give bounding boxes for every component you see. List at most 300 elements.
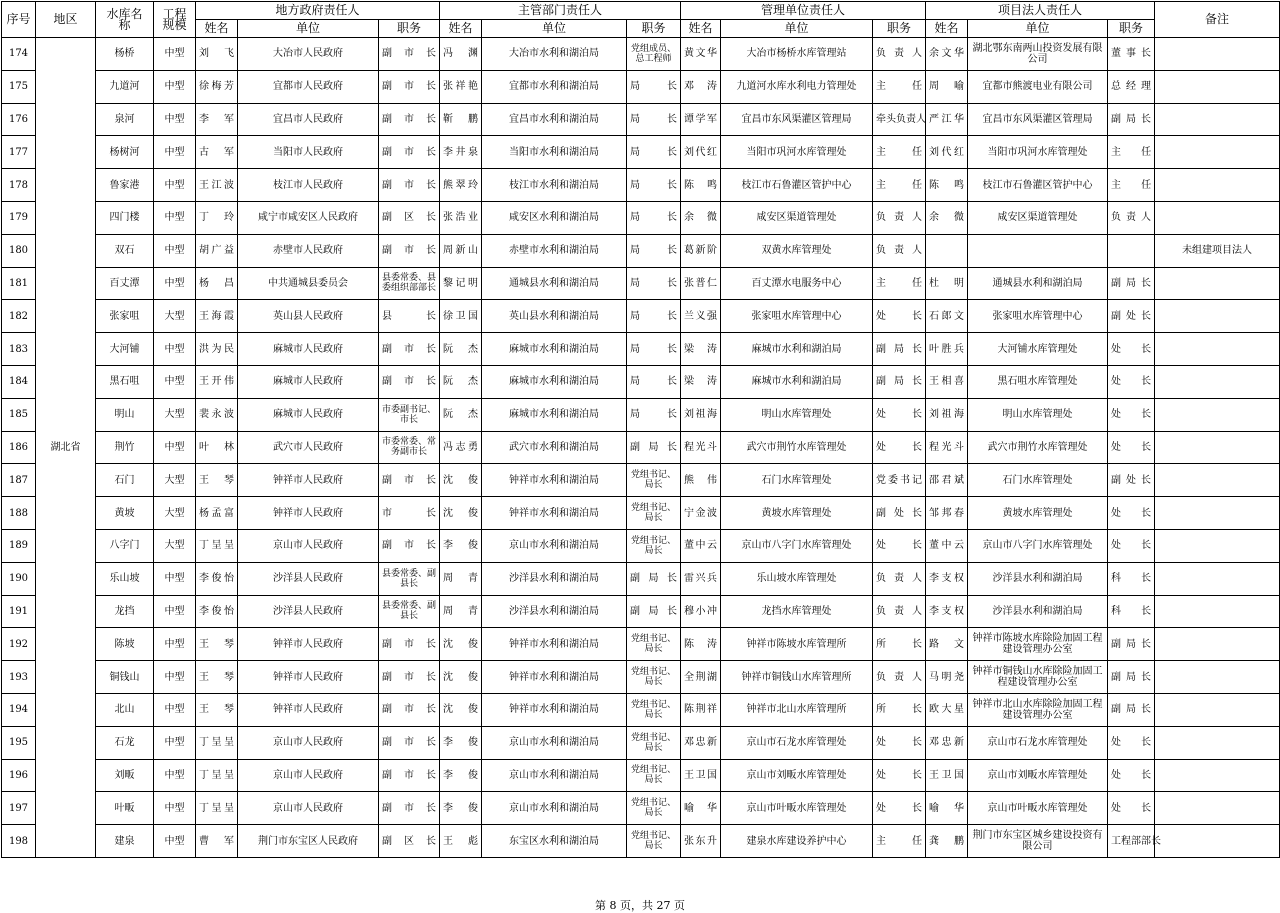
cell-scale: 中型 <box>154 825 196 858</box>
cell-legal-name <box>926 333 968 366</box>
cell-gov-position <box>379 333 440 366</box>
cell-scale: 中型 <box>154 267 196 300</box>
cell-legal-position-text: 处 长 <box>1111 540 1152 552</box>
cell-gov-position <box>379 759 440 792</box>
cell-mgmt-name-text: 陈 涛 <box>684 638 718 650</box>
table-row <box>2 497 1280 530</box>
page-footer: 第 8 页，共 27 页 <box>595 899 685 912</box>
cell-dept-name-text: 阮 杰 <box>443 343 479 355</box>
header-region: 地区 <box>36 2 96 38</box>
cell-dept-name <box>440 529 482 562</box>
cell-mgmt-unit: 钟祥市铜钱山水库管理所 <box>721 661 873 694</box>
cell-dept-name-text: 冯 志 勇 <box>443 441 479 453</box>
cell-dept-name <box>440 365 482 398</box>
cell-mgmt-position-text: 负 责 人 <box>876 671 923 683</box>
cell-dept-name-text: 沈 俊 <box>443 474 479 486</box>
cell-gov-position-text: 副 市 长 <box>382 376 436 388</box>
cell-dept-name <box>440 661 482 694</box>
cell-dept-position-text: 局 长 <box>630 146 678 158</box>
header-legal: 项目法人责任人 <box>926 2 1155 20</box>
cell-remark <box>1155 169 1280 202</box>
cell-gov-position-text: 副 市 长 <box>382 638 436 650</box>
cell-legal-name-text: 路 文 <box>929 638 965 650</box>
cell-mgmt-position <box>873 300 926 333</box>
cell-legal-unit: 京山市叶畈水库管理处 <box>968 792 1108 825</box>
cell-mgmt-position <box>873 201 926 234</box>
cell-mgmt-name-text: 邓 忠 新 <box>684 737 718 749</box>
cell-legal-position-text: 处 长 <box>1111 343 1152 355</box>
cell-legal-position-text: 处 长 <box>1111 737 1152 749</box>
cell-remark <box>1155 693 1280 726</box>
cell-scale: 大型 <box>154 464 196 497</box>
cell-dept-name <box>440 628 482 661</box>
cell-legal-position-text: 副 局 长 <box>1111 113 1152 125</box>
cell-legal-position <box>1108 825 1162 858</box>
cell-mgmt-name-text: 梁 涛 <box>684 376 718 388</box>
cell-scale: 大型 <box>154 529 196 562</box>
cell-legal-name <box>926 464 968 497</box>
cell-legal-unit: 通城县水利和湖泊局 <box>968 267 1108 300</box>
cell-mgmt-name-text: 梁 涛 <box>684 343 718 355</box>
cell-legal-unit: 张家咀水库管理中心 <box>968 300 1108 333</box>
cell-dept-name-text: 徐 卫 国 <box>443 310 479 322</box>
cell-scale: 大型 <box>154 300 196 333</box>
cell-gov-unit: 京山市人民政府 <box>238 759 379 792</box>
cell-dept-unit: 赤壁市水利和湖泊局 <box>482 234 627 267</box>
cell-legal-unit: 荆门市东宝区城乡建设投资有限公司 <box>968 825 1108 858</box>
subheader-name: 姓名 <box>926 20 968 38</box>
cell-gov-name <box>196 825 238 858</box>
cell-gov-name-text: 李 俊 怡 <box>199 573 234 585</box>
cell-mgmt-name-text: 宁 金 波 <box>684 507 718 519</box>
cell-gov-position <box>379 693 440 726</box>
cell-gov-name-text: 曹 军 <box>199 835 234 847</box>
cell-mgmt-position-text: 处 长 <box>876 441 923 453</box>
cell-gov-name-text: 王 琴 <box>199 474 234 486</box>
cell-mgmt-name <box>681 595 721 628</box>
cell-legal-unit: 京山市八字门水库管理处 <box>968 529 1108 562</box>
header-scale: 工程规模 <box>154 2 196 38</box>
cell-legal-name <box>926 792 968 825</box>
cell-legal-unit: 京山市刘畈水库管理处 <box>968 759 1108 792</box>
cell-seq: 187 <box>2 464 36 497</box>
cell-mgmt-name <box>681 103 721 136</box>
cell-mgmt-name <box>681 529 721 562</box>
cell-scale: 中型 <box>154 234 196 267</box>
cell-mgmt-position <box>873 595 926 628</box>
cell-seq: 184 <box>2 365 36 398</box>
cell-legal-position <box>1108 267 1155 300</box>
cell-mgmt-unit: 龙挡水库管理处 <box>721 595 873 628</box>
cell-legal-unit: 明山水库管理处 <box>968 398 1108 431</box>
cell-dept-name-text: 张 祥 艳 <box>443 81 479 93</box>
table-row <box>2 693 1280 726</box>
table-row <box>2 759 1280 792</box>
cell-gov-name-text: 丁 呈 呈 <box>199 769 234 781</box>
cell-gov-unit: 大冶市人民政府 <box>238 38 379 71</box>
table-row <box>2 464 1280 497</box>
cell-seq: 186 <box>2 431 36 464</box>
table-row <box>2 267 1280 300</box>
cell-mgmt-position-text: 处 长 <box>876 409 923 421</box>
cell-remark <box>1155 726 1280 759</box>
cell-gov-name-text: 徐 梅 芳 <box>199 81 234 93</box>
cell-mgmt-position-text: 处 长 <box>876 737 923 749</box>
cell-seq: 175 <box>2 70 36 103</box>
cell-dept-unit: 宜都市水利和湖泊局 <box>482 70 627 103</box>
cell-gov-position: 市委副书记、市长 <box>379 398 440 431</box>
table-body <box>2 38 1280 858</box>
cell-mgmt-name <box>681 267 721 300</box>
cell-dept-name <box>440 726 482 759</box>
cell-dept-unit: 通城县水利和湖泊局 <box>482 267 627 300</box>
cell-dept-unit: 枝江市水利和湖泊局 <box>482 169 627 202</box>
cell-legal-unit: 枝江市石鲁灌区管护中心 <box>968 169 1108 202</box>
table-row <box>2 333 1280 366</box>
cell-gov-name-text: 胡 广 益 <box>199 245 234 257</box>
header-mgmt: 管理单位责任人 <box>681 2 926 20</box>
cell-mgmt-unit: 钟祥市北山水库管理所 <box>721 693 873 726</box>
cell-legal-name <box>926 759 968 792</box>
cell-mgmt-name <box>681 661 721 694</box>
cell-legal-name-text: 马 明 尧 <box>929 671 965 683</box>
cell-dept-position-text: 局 长 <box>630 212 678 224</box>
cell-dept-unit: 麻城市水利和湖泊局 <box>482 398 627 431</box>
cell-dept-unit: 英山县水利和湖泊局 <box>482 300 627 333</box>
table-row <box>2 38 1280 71</box>
cell-mgmt-unit: 建泉水库建设养护中心 <box>721 825 873 858</box>
cell-dept-name <box>440 759 482 792</box>
cell-dept-unit: 当阳市水利和湖泊局 <box>482 136 627 169</box>
cell-legal-name <box>926 693 968 726</box>
header-gov: 地方政府责任人 <box>196 2 440 20</box>
cell-gov-position: 县委常委、副县长 <box>379 595 440 628</box>
cell-seq: 189 <box>2 529 36 562</box>
cell-legal-name <box>926 136 968 169</box>
cell-legal-position <box>1108 693 1155 726</box>
cell-dept-name <box>440 398 482 431</box>
cell-legal-name <box>926 234 968 267</box>
cell-remark <box>1155 38 1280 71</box>
cell-dept-unit: 大冶市水利和湖泊局 <box>482 38 627 71</box>
cell-seq: 180 <box>2 234 36 267</box>
cell-reservoir: 百丈潭 <box>96 267 154 300</box>
cell-gov-name-text: 王 江 波 <box>199 179 234 191</box>
cell-dept-name <box>440 693 482 726</box>
cell-dept-name-text: 李 俊 <box>443 737 479 749</box>
cell-dept-position: 党组书记、局长 <box>627 497 681 530</box>
cell-reservoir: 铜钱山 <box>96 661 154 694</box>
cell-legal-unit: 宜都市熊渡电业有限公司 <box>968 70 1108 103</box>
cell-gov-name <box>196 267 238 300</box>
cell-scale: 中型 <box>154 38 196 71</box>
cell-reservoir: 龙挡 <box>96 595 154 628</box>
cell-gov-unit: 沙洋县人民政府 <box>238 562 379 595</box>
cell-mgmt-position <box>873 38 926 71</box>
cell-dept-name-text: 周 青 <box>443 605 479 617</box>
cell-gov-unit: 麻城市人民政府 <box>238 365 379 398</box>
cell-mgmt-position <box>873 267 926 300</box>
cell-mgmt-position-text: 负 责 人 <box>876 48 923 60</box>
cell-legal-position-text: 董 事 长 <box>1111 48 1152 60</box>
subheader-name: 姓名 <box>440 20 482 38</box>
cell-mgmt-name <box>681 398 721 431</box>
cell-legal-name <box>926 267 968 300</box>
cell-dept-name <box>440 825 482 858</box>
cell-gov-position-text: 副 市 长 <box>382 245 436 257</box>
cell-mgmt-position-text: 主 任 <box>876 179 923 191</box>
cell-reservoir: 泉河 <box>96 103 154 136</box>
cell-mgmt-position <box>873 792 926 825</box>
cell-mgmt-name <box>681 726 721 759</box>
cell-legal-name <box>926 825 968 858</box>
cell-dept-name <box>440 169 482 202</box>
cell-gov-name <box>196 365 238 398</box>
cell-reservoir: 叶畈 <box>96 792 154 825</box>
cell-scale: 中型 <box>154 661 196 694</box>
cell-gov-position-text: 副 市 长 <box>382 802 436 814</box>
cell-dept-position-text: 局 长 <box>630 179 678 191</box>
cell-dept-name <box>440 497 482 530</box>
cell-dept-name <box>440 464 482 497</box>
cell-dept-position <box>627 201 681 234</box>
cell-dept-position <box>627 300 681 333</box>
cell-legal-position <box>1108 661 1155 694</box>
table-row <box>2 431 1280 464</box>
subheader-position: 职务 <box>873 20 926 38</box>
cell-mgmt-position-text: 主 任 <box>876 146 923 158</box>
cell-gov-name <box>196 103 238 136</box>
cell-legal-unit: 当阳市巩河水库管理处 <box>968 136 1108 169</box>
cell-dept-name-text: 周 新 山 <box>443 245 479 257</box>
cell-mgmt-name-text: 董 中 云 <box>684 540 718 552</box>
table-row <box>2 398 1280 431</box>
cell-mgmt-unit: 双黄水库管理处 <box>721 234 873 267</box>
cell-gov-position <box>379 70 440 103</box>
cell-mgmt-position-text: 副 局 长 <box>876 376 923 388</box>
cell-scale: 中型 <box>154 201 196 234</box>
cell-seq: 197 <box>2 792 36 825</box>
subheader-name: 姓名 <box>681 20 721 38</box>
cell-mgmt-position-text: 处 长 <box>876 802 923 814</box>
cell-gov-name <box>196 431 238 464</box>
table-row <box>2 595 1280 628</box>
cell-legal-unit: 石门水库管理处 <box>968 464 1108 497</box>
cell-mgmt-position <box>873 398 926 431</box>
cell-legal-position <box>1108 562 1155 595</box>
cell-mgmt-position <box>873 693 926 726</box>
cell-dept-position: 党组书记、局长 <box>627 464 681 497</box>
cell-mgmt-name-text: 喻 华 <box>684 802 718 814</box>
cell-legal-name-text: 石 郎 文 <box>929 310 965 322</box>
cell-dept-position <box>627 595 681 628</box>
cell-scale: 中型 <box>154 103 196 136</box>
cell-mgmt-position-text: 负 责 人 <box>876 245 923 257</box>
cell-gov-name <box>196 595 238 628</box>
cell-legal-unit: 武穴市荆竹水库管理处 <box>968 431 1108 464</box>
cell-legal-unit: 钟祥市铜钱山水库除险加固工程建设管理办公室 <box>968 661 1108 694</box>
cell-gov-position-text: 副 市 长 <box>382 474 436 486</box>
cell-mgmt-position-text: 负 责 人 <box>876 212 923 224</box>
cell-dept-position <box>627 267 681 300</box>
cell-gov-position <box>379 825 440 858</box>
cell-dept-unit: 沙洋县水利和湖泊局 <box>482 562 627 595</box>
cell-gov-unit: 当阳市人民政府 <box>238 136 379 169</box>
cell-legal-name-text: 陈 鸣 <box>929 179 965 191</box>
cell-dept-name <box>440 562 482 595</box>
cell-legal-name <box>926 398 968 431</box>
cell-mgmt-unit: 京山市八字门水库管理处 <box>721 529 873 562</box>
cell-dept-name-text: 李 俊 <box>443 540 479 552</box>
cell-gov-position <box>379 497 440 530</box>
cell-dept-position-text: 局 长 <box>630 81 678 93</box>
cell-mgmt-position <box>873 365 926 398</box>
cell-gov-name <box>196 693 238 726</box>
cell-legal-name <box>926 661 968 694</box>
cell-remark <box>1155 529 1280 562</box>
cell-dept-position-text: 局 长 <box>630 277 678 289</box>
cell-dept-unit: 东宝区水利和湖泊局 <box>482 825 627 858</box>
cell-gov-unit: 英山县人民政府 <box>238 300 379 333</box>
cell-gov-name-text: 王 琴 <box>199 638 234 650</box>
cell-dept-position-text: 副 局 长 <box>630 605 678 617</box>
cell-seq: 183 <box>2 333 36 366</box>
cell-dept-name <box>440 333 482 366</box>
cell-mgmt-name <box>681 333 721 366</box>
cell-dept-position-text: 局 长 <box>630 409 678 421</box>
cell-mgmt-name-text: 葛 新 阶 <box>684 245 718 257</box>
cell-scale: 中型 <box>154 136 196 169</box>
cell-remark <box>1155 464 1280 497</box>
cell-gov-position-text: 副 市 长 <box>382 81 436 93</box>
cell-legal-name-text: 喻 华 <box>929 802 965 814</box>
cell-legal-position-text: 主 任 <box>1111 179 1152 191</box>
cell-legal-position <box>1108 136 1155 169</box>
cell-gov-name-text: 李 军 <box>199 113 234 125</box>
cell-gov-position <box>379 464 440 497</box>
cell-dept-name-text: 黎 记 明 <box>443 277 479 289</box>
cell-reservoir: 双石 <box>96 234 154 267</box>
cell-mgmt-name-text: 雷 兴 兵 <box>684 573 718 585</box>
cell-reservoir: 八字门 <box>96 529 154 562</box>
cell-legal-position <box>1108 234 1155 267</box>
cell-gov-unit: 中共通城县委员会 <box>238 267 379 300</box>
cell-legal-name-text: 余 文 华 <box>929 48 965 60</box>
cell-gov-position: 县委常委、副县长 <box>379 562 440 595</box>
cell-reservoir: 石龙 <box>96 726 154 759</box>
cell-mgmt-position <box>873 333 926 366</box>
cell-gov-name <box>196 398 238 431</box>
cell-mgmt-unit: 黄坡水库管理处 <box>721 497 873 530</box>
cell-seq: 194 <box>2 693 36 726</box>
cell-mgmt-unit: 麻城市水利和湖泊局 <box>721 333 873 366</box>
cell-dept-position: 党组书记、局长 <box>627 759 681 792</box>
cell-gov-name-text: 丁 玲 <box>199 212 234 224</box>
cell-legal-name-text: 邹 邦 春 <box>929 507 965 519</box>
cell-dept-unit: 钟祥市水利和湖泊局 <box>482 628 627 661</box>
cell-mgmt-position <box>873 136 926 169</box>
cell-legal-position <box>1108 497 1155 530</box>
cell-remark <box>1155 562 1280 595</box>
cell-gov-unit: 京山市人民政府 <box>238 726 379 759</box>
cell-gov-position <box>379 661 440 694</box>
cell-mgmt-name <box>681 431 721 464</box>
cell-legal-position <box>1108 792 1155 825</box>
cell-legal-unit: 钟祥市陈坡水库除险加固工程建设管理办公室 <box>968 628 1108 661</box>
cell-legal-name-text: 刘 祖 海 <box>929 409 965 421</box>
cell-gov-position <box>379 529 440 562</box>
cell-gov-name-text: 王 琴 <box>199 671 234 683</box>
subheader-unit: 单位 <box>721 20 873 38</box>
cell-mgmt-position <box>873 497 926 530</box>
cell-mgmt-unit: 京山市刘畈水库管理处 <box>721 759 873 792</box>
cell-legal-unit: 沙洋县水利和湖泊局 <box>968 595 1108 628</box>
subheader-unit: 单位 <box>482 20 627 38</box>
cell-gov-position-text: 县 长 <box>382 310 437 322</box>
cell-legal-position-text: 总 经 理 <box>1111 81 1152 93</box>
cell-mgmt-name <box>681 693 721 726</box>
cell-reservoir: 刘畈 <box>96 759 154 792</box>
cell-gov-name-text: 丁 呈 呈 <box>199 802 234 814</box>
cell-seq: 190 <box>2 562 36 595</box>
cell-reservoir: 荆竹 <box>96 431 154 464</box>
cell-mgmt-position-text: 处 长 <box>876 310 923 322</box>
cell-gov-unit: 钟祥市人民政府 <box>238 464 379 497</box>
cell-legal-unit: 京山市石龙水库管理处 <box>968 726 1108 759</box>
cell-gov-position-text: 副 市 长 <box>382 343 436 355</box>
cell-gov-unit: 宜都市人民政府 <box>238 70 379 103</box>
cell-gov-position: 市委常委、常务副市长 <box>379 431 440 464</box>
cell-dept-unit: 钟祥市水利和湖泊局 <box>482 661 627 694</box>
cell-mgmt-unit: 九道河水库水利电力管理处 <box>721 70 873 103</box>
table-row <box>2 300 1280 333</box>
table-row <box>2 792 1280 825</box>
cell-dept-unit: 武穴市水利和湖泊局 <box>482 431 627 464</box>
cell-reservoir: 黑石咀 <box>96 365 154 398</box>
cell-legal-unit: 黄坡水库管理处 <box>968 497 1108 530</box>
table-row <box>2 169 1280 202</box>
cell-scale: 中型 <box>154 365 196 398</box>
cell-legal-position <box>1108 38 1155 71</box>
cell-legal-position-text: 处 长 <box>1111 409 1152 421</box>
cell-legal-name <box>926 431 968 464</box>
table-row <box>2 825 1280 858</box>
cell-mgmt-position-text: 主 任 <box>876 835 923 847</box>
cell-remark <box>1155 497 1280 530</box>
cell-mgmt-name-text: 谭 学 军 <box>684 113 718 125</box>
cell-mgmt-name <box>681 136 721 169</box>
cell-mgmt-name-text: 陈 鸣 <box>684 179 718 191</box>
cell-remark <box>1155 661 1280 694</box>
cell-dept-position-text: 局 长 <box>630 343 678 355</box>
cell-mgmt-position-text: 牵 头 负 责 人 <box>876 113 927 125</box>
cell-reservoir: 杨树河 <box>96 136 154 169</box>
cell-reservoir: 北山 <box>96 693 154 726</box>
header-dept: 主管部门责任人 <box>440 2 681 20</box>
cell-scale: 中型 <box>154 759 196 792</box>
cell-gov-unit: 京山市人民政府 <box>238 792 379 825</box>
cell-legal-position-text: 副 处 长 <box>1111 310 1152 322</box>
cell-gov-name <box>196 70 238 103</box>
cell-reservoir: 鲁家港 <box>96 169 154 202</box>
cell-dept-position: 党组书记、局长 <box>627 529 681 562</box>
cell-gov-unit: 麻城市人民政府 <box>238 398 379 431</box>
cell-legal-position <box>1108 70 1155 103</box>
cell-legal-position-text: 处 长 <box>1111 769 1152 781</box>
cell-legal-position-text: 副 局 长 <box>1111 671 1152 683</box>
cell-remark <box>1155 825 1280 858</box>
cell-gov-unit: 钟祥市人民政府 <box>238 661 379 694</box>
